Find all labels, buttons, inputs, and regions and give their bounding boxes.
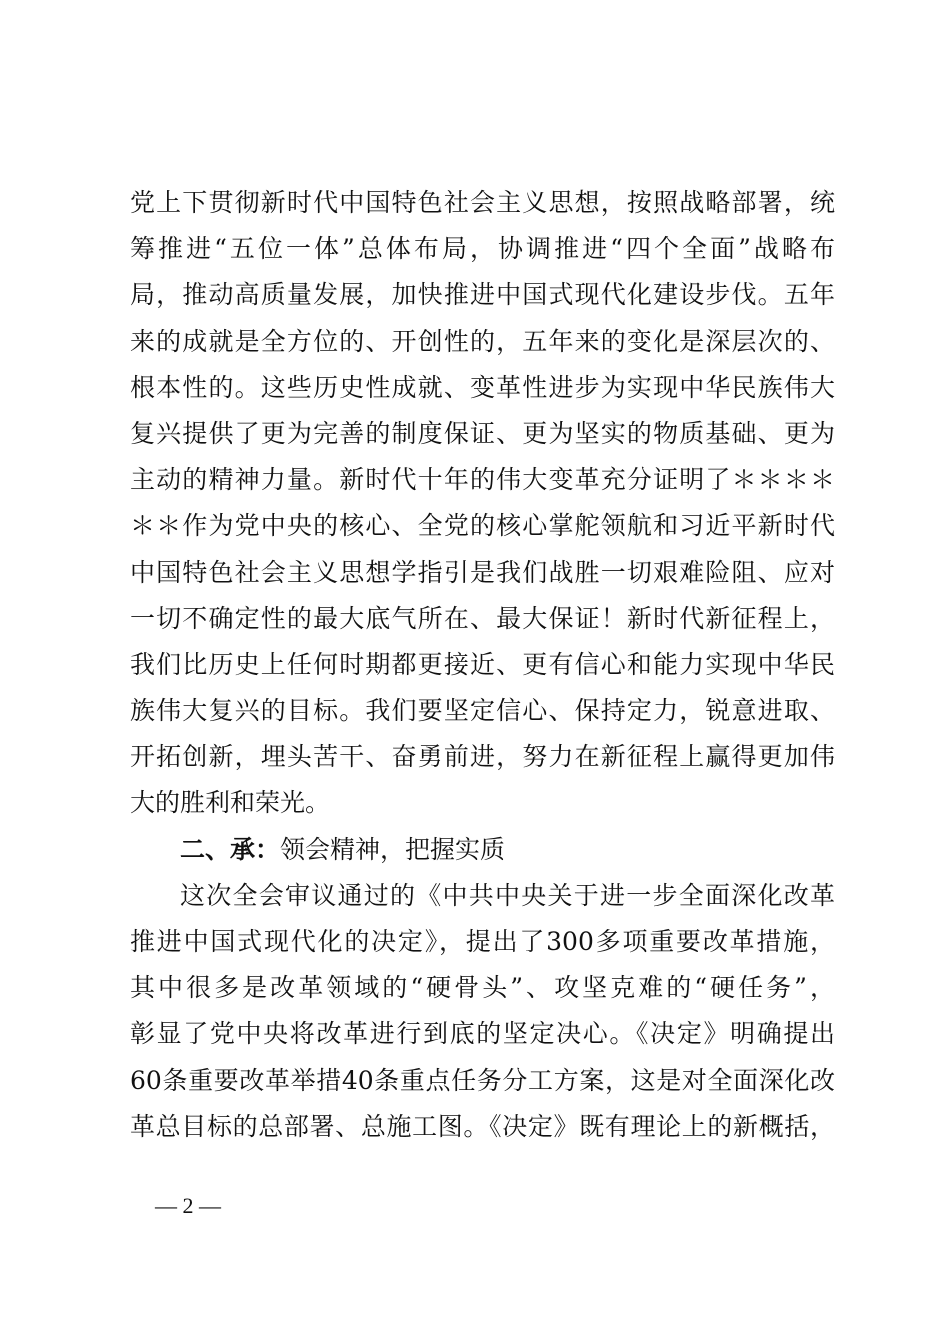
text-line: 革总目标的总部署、总施工图。《决定》既有理论上的新概括， bbox=[130, 1111, 835, 1141]
paragraph-1 bbox=[130, 180, 835, 827]
text-line: 复兴提供了更为完善的制度保证、更为坚实的物质基础、更为 bbox=[130, 418, 835, 448]
text-line: 彰显了党中央将改革进行到底的坚定决心。《决定》明确提出 bbox=[130, 1019, 835, 1049]
section-heading-number: 二、承： bbox=[180, 834, 281, 864]
text-line: 根本性的。这些历史性成就、变革性进步为实现中华民族伟大 bbox=[130, 372, 835, 402]
text-line: 其中很多是改革领域的“硬骨头”、攻坚克难的“硬任务”， bbox=[130, 973, 835, 1003]
section-heading-title: 领会精神，把握实质 bbox=[280, 834, 506, 864]
paragraph-2 bbox=[130, 873, 835, 1150]
section-heading bbox=[130, 827, 835, 873]
text-line: 开拓创新，埋头苦干、奋勇前进，努力在新征程上赢得更加伟 bbox=[130, 742, 835, 772]
text-line: 这次全会审议通过的《中共中央关于进一步全面深化改革 bbox=[180, 880, 835, 910]
text-line: 60条重要改革举措40条重点任务分工方案，这是对全面深化改 bbox=[130, 1065, 835, 1095]
text-line: 党上下贯彻新时代中国特色社会主义思想，按照战略部署，统 bbox=[130, 188, 835, 217]
text-line: 大的胜利和荣光。 bbox=[130, 788, 331, 818]
text-line: ＊＊作为党中央的核心、全党的核心掌舵领航和习近平新时代 bbox=[130, 511, 835, 541]
page-number: — 2 — bbox=[155, 1193, 221, 1218]
text-line: 中国特色社会主义思想学指引是我们战胜一切艰难险阻、应对 bbox=[130, 557, 835, 587]
document-body bbox=[130, 180, 835, 1150]
text-line: 一切不确定性的最大底气所在、最大保证！新时代新征程上， bbox=[130, 603, 835, 633]
text-line: 局，推动高质量发展，加快推进中国式现代化建设步伐。五年 bbox=[130, 280, 835, 310]
text-line: 推进中国式现代化的决定》，提出了300多项重要改革措施， bbox=[130, 927, 835, 956]
text-line: 我们比历史上任何时期都更接近、更有信心和能力实现中华民 bbox=[130, 649, 835, 679]
text-line: 主动的精神力量。新时代十年的伟大变革充分证明了＊＊＊＊ bbox=[130, 465, 835, 495]
text-line: 筹推进“五位一体”总体布局，协调推进“四个全面”战略布 bbox=[130, 234, 835, 264]
text-line: 来的成就是全方位的、开创性的，五年来的变化是深层次的、 bbox=[130, 326, 835, 356]
text-line: 族伟大复兴的目标。我们要坚定信心、保持定力，锐意进取、 bbox=[130, 696, 835, 726]
